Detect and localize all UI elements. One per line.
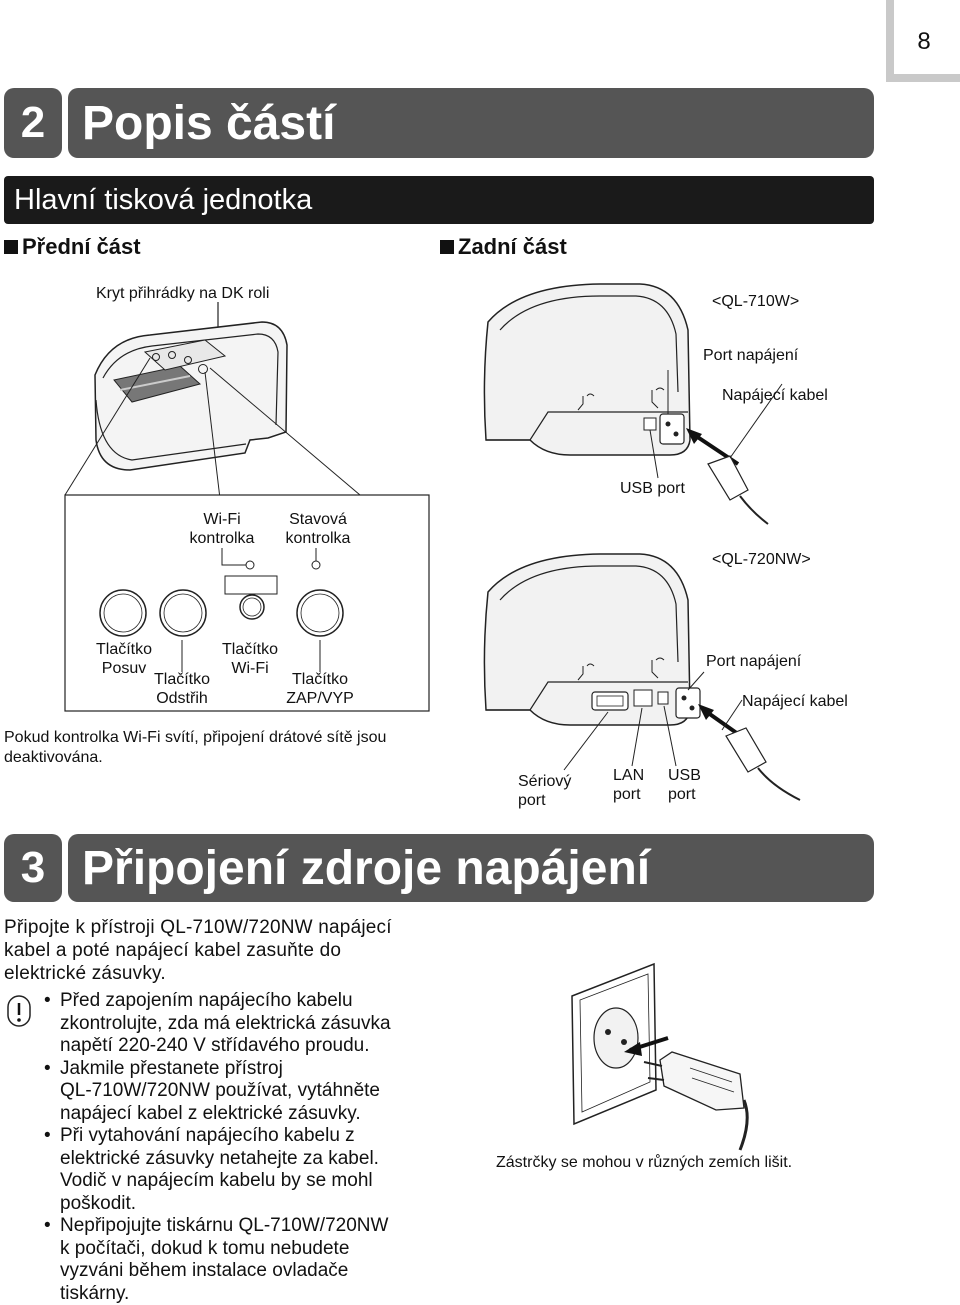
feed-button-label: Tlačítko Posuv: [95, 641, 152, 677]
cut-button-label: Tlačítko Odstřih: [153, 671, 210, 707]
chapter-3-intro: Připojte k přístroji QL-710W/720NW napájecí kabel a poté napájecí kabel zasuňte do elektrické zásuvky.: [4, 917, 392, 984]
list-item: • Nepřipojujte tiskárnu QL-710W/720NW k počítači, dokud k tomu nebudete vyzváni během instalace ovladače tiskárny.: [44, 1215, 464, 1305]
power-button-label: Tlačítko ZAP/VYP: [286, 671, 354, 707]
model-720nw-label: <QL-720NW>: [712, 551, 811, 568]
wifi-note: Pokud kontrolka Wi-Fi svítí, připojení drátové sítě jsou deaktivována.: [4, 729, 387, 766]
model1-power-cable-label: Napájecí kabel: [722, 387, 828, 404]
chapter-2-number: 2: [4, 88, 62, 158]
usb-port-label: USB port: [668, 767, 701, 803]
lan-port-label: LAN port: [613, 767, 645, 803]
chapter-2-title: Popis částí: [68, 88, 874, 158]
cover-label: Kryt přihrádky na DK roli: [96, 285, 270, 302]
wifi-button-label: Tlačítko Wi-Fi: [221, 641, 278, 677]
model1-power-port-label: Port napájení: [703, 347, 799, 364]
serial-port-label: Sériový port: [518, 773, 572, 809]
model2-power-cable-label: Napájecí kabel: [742, 693, 848, 710]
page-number: 8: [917, 28, 931, 55]
model1-usb-label: USB port: [620, 480, 685, 497]
wifi-lamp-label: Wi-Fi kontrolka: [189, 511, 255, 547]
list-item: • Před zapojením napájecího kabelu zkontrolujte, zda má elektrická zásuvka napětí 220-240 V střídavého proudu.: [44, 990, 464, 1058]
section-title-bar: Hlavní tisková jednotka: [4, 176, 874, 224]
model-710w-label: <QL-710W>: [712, 293, 800, 310]
front-heading: Přední část: [4, 234, 141, 260]
list-item: • Jakmile přestanete přístroj QL-710W/720NW používat, vytáhněte napájecí kabel z elektrické zásuvky.: [44, 1058, 464, 1126]
model2-power-port-label: Port napájení: [706, 653, 802, 670]
plug-caption: Zástrčky se mohou v různých zemích lišit.: [496, 1154, 793, 1171]
chapter-3-title: Připojení zdroje napájení: [68, 834, 874, 902]
chapter-3-number: 3: [4, 834, 62, 902]
rear-heading: Zadní část: [440, 234, 567, 260]
status-lamp-label: Stavová kontrolka: [285, 511, 351, 547]
list-item: • Při vytahování napájecího kabelu z elektrické zásuvky netahejte za kabel. Vodič v napájecím kabelu by se mohl poškodit.: [44, 1125, 464, 1215]
